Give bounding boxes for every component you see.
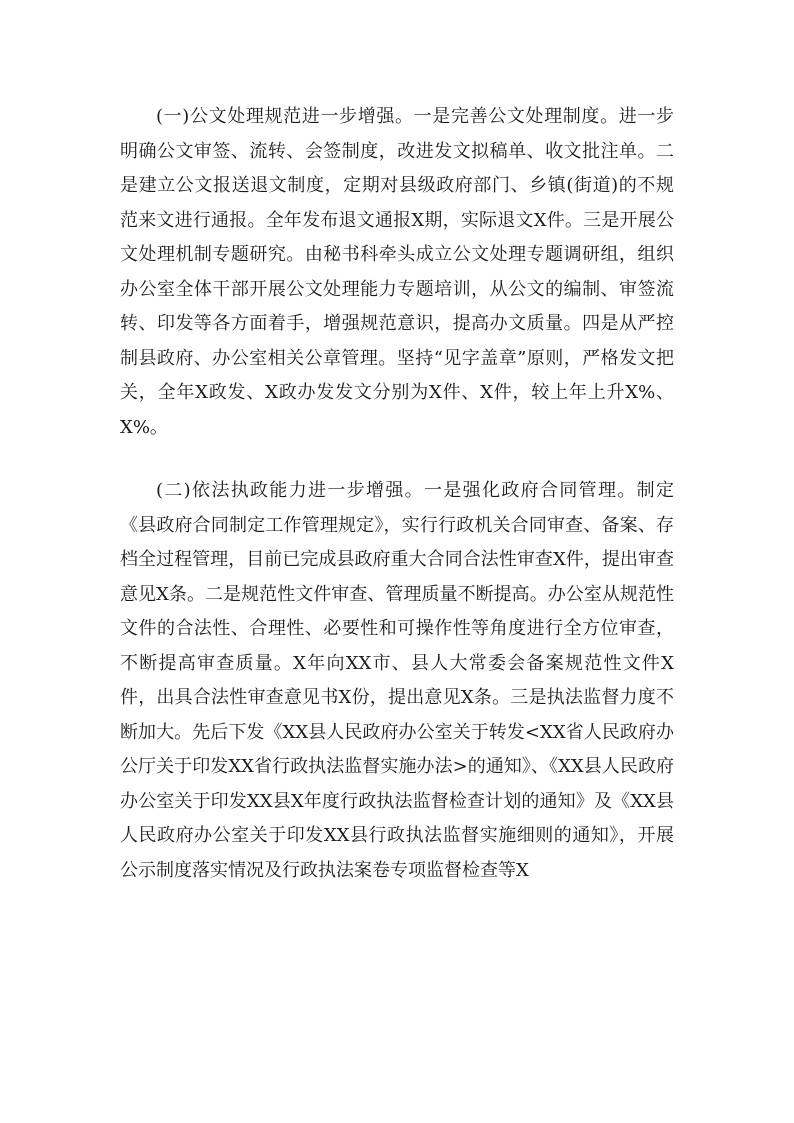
paragraph-2-law-based-governance: (二)依法执政能力进一步增强。一是强化政府合同管理。制定《县政府合同制定工作管理规定》，实行行政机关合同审查、备案、存档全过程管理，目前已完成县政府重大合同合法性审查X件，提出审查意见X条。二是规范性文件审查、管理质量不断提高。办公室从规范性文件的合法性、合理性、必要性和可操作性等角度进行全方位审查，不断提高审查质量。X年向XX市、县人大常委会备案规范性文件X件，出具合法性审查意见书X份，提出意见X条。三是执法监督力度不断加大。先后下发《XX县人民政府办公室关于转发<XX省人民政府办公厅关于印发XX省行政执法监督实施办法>的通知》、《XX县人民政府办公室关于印发XX县X年度行政执法监督检查计划的通知》及《XX县人民政府办公室关于印发XX县行政执法监督实施细则的通知》，开展公示制度落实情况及行政执法案卷专项监督检查等X	[120, 480, 674, 881]
paragraph-1-official-document-processing: (一)公文处理规范进一步增强。一是完善公文处理制度。进一步明确公文审签、流转、会签制度，改进发文拟稿单、收文批注单。二是建立公文报送退文制度，定期对县级政府部门、乡镇(街道)的不规范来文进行通报。全年发布退文通报X期，实际退文X件。三是开展公文处理机制专题研究。由秘书科牵头成立公文处理专题调研组，组织办公室全体干部开展公文处理能力专题培训，从公文的编制、审签流转、印发等各方面着手，增强规范意识，提高办文质量。四是从严控制县政府、办公室相关公章管理。坚持“见字盖章”原则，严格发文把关，全年X政发、X政办发发文分别为X件、X件，较上年上升X%、X%。	[120, 106, 674, 438]
